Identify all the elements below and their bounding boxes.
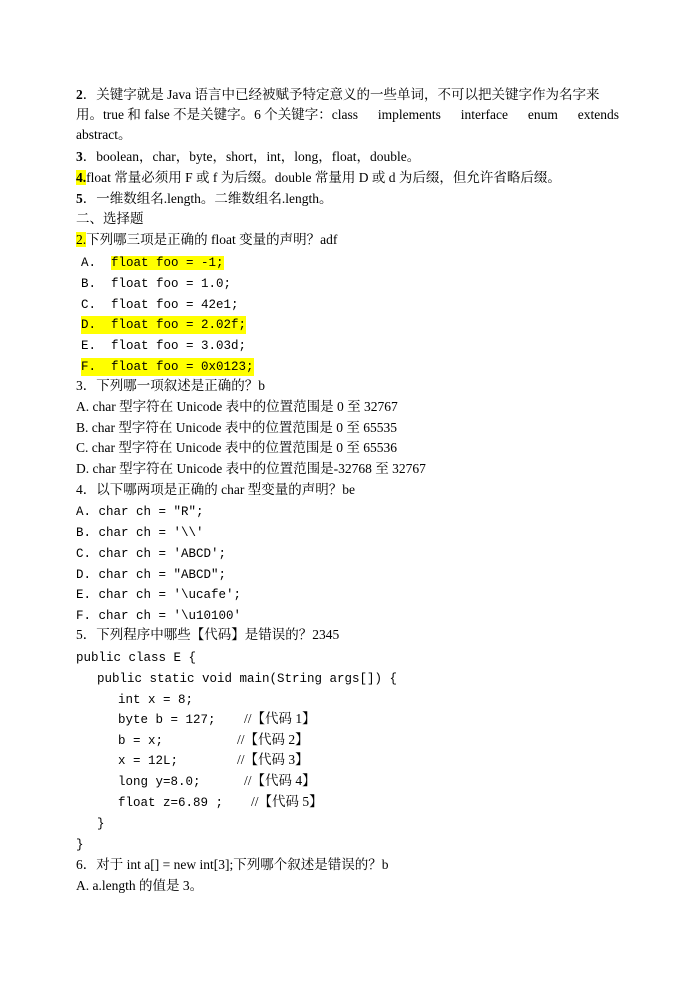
code-line: long y=8.0; bbox=[118, 775, 201, 789]
code-comment: //【代码 2】 bbox=[237, 732, 309, 747]
q2-option-d bbox=[81, 316, 246, 334]
q4-option-c: C. char ch = 'ABCD'; bbox=[76, 547, 227, 561]
code-line: public class E { bbox=[76, 651, 197, 665]
q4-option-d: D. char ch = "ABCD"; bbox=[76, 568, 227, 582]
keyword-paragraph-line3: abstract。 bbox=[76, 127, 132, 142]
code-line: public static void main(String args[]) { bbox=[97, 672, 398, 686]
code-line: byte b = 127; bbox=[118, 713, 216, 727]
array-length-line bbox=[76, 190, 333, 208]
types-text: ．boolean，char，byte，short，int，long，float，double。 bbox=[82, 149, 421, 164]
q3-option-b: B. char 型字符在 Unicode 表中的位置范围是 0 至 65535 bbox=[76, 420, 397, 435]
q2-option-a bbox=[81, 254, 224, 272]
item-number: 5 bbox=[76, 191, 83, 206]
types-line bbox=[76, 148, 420, 166]
code-line: int x = 8; bbox=[118, 693, 194, 707]
q2-option-f bbox=[81, 358, 254, 376]
q2-option-e bbox=[81, 337, 246, 355]
question-6-title: 6．对于 int a[] = new int[3];下列哪个叙述是错误的？b bbox=[76, 857, 389, 872]
keyword-word: implements bbox=[377, 107, 441, 122]
q3-option-d: D. char 型字符在 Unicode 表中的位置范围是-32768 至 32767 bbox=[76, 461, 426, 476]
array-length-text: ．一维数组名.length。二维数组名.length。 bbox=[82, 191, 333, 206]
option-text: float foo = 42e1; bbox=[111, 298, 239, 312]
option-label: F. bbox=[81, 360, 97, 374]
option-label: A. bbox=[81, 256, 97, 270]
code-comment: //【代码 3】 bbox=[237, 752, 309, 767]
question-5-title: 5．下列程序中哪些【代码】是错误的？2345 bbox=[76, 627, 340, 642]
float-rule-text: float 常量必须用 F 或 f 为后缀。double 常量用 D 或 d 为后缀，但允许省略后缀。 bbox=[86, 170, 561, 185]
q3-option-c: C. char 型字符在 Unicode 表中的位置范围是 0 至 65536 bbox=[76, 440, 397, 455]
option-label: E. bbox=[81, 339, 97, 353]
option-label: D. bbox=[81, 318, 97, 332]
keyword-paragraph-line1 bbox=[76, 86, 600, 104]
code-comment: //【代码 1】 bbox=[244, 711, 316, 726]
keyword-word: 用。true 和 false 不是关键字。6 个关键字：class bbox=[76, 107, 358, 122]
q2-option-b bbox=[81, 275, 231, 293]
option-text: float foo = -1; bbox=[111, 256, 224, 270]
code-line: float z=6.89 ; bbox=[118, 796, 224, 810]
code-comment: //【代码 4】 bbox=[244, 773, 316, 788]
code-line: x = 12L; bbox=[118, 754, 179, 768]
item-number: 3 bbox=[76, 149, 83, 164]
question-text: 下列哪三项是正确的 float 变量的声明？adf bbox=[86, 232, 338, 247]
q4-option-f: F. char ch = '\u10100' bbox=[76, 609, 242, 623]
code-comment: //【代码 5】 bbox=[251, 794, 323, 809]
code-line: } bbox=[76, 838, 84, 852]
item-number: 2 bbox=[76, 87, 83, 102]
code-line: } bbox=[97, 817, 105, 831]
option-label: C. bbox=[81, 298, 97, 312]
keyword-paragraph-line2 bbox=[76, 106, 619, 124]
question-number: 2. bbox=[76, 232, 87, 247]
question-4-title: 4．以下哪两项是正确的 char 型变量的声明？be bbox=[76, 482, 355, 497]
section-heading: 二、选择题 bbox=[76, 211, 144, 226]
question-3-title: 3．下列哪一项叙述是正确的？b bbox=[76, 378, 265, 393]
keyword-text: ．关键字就是 Java 语言中已经被赋予特定意义的一些单词，不可以把关键字作为名字来 bbox=[82, 87, 600, 102]
q2-option-c bbox=[81, 296, 239, 314]
float-rule-line bbox=[76, 169, 561, 187]
option-text: float foo = 1.0; bbox=[111, 277, 232, 291]
q4-option-a: A. char ch = "R"; bbox=[76, 505, 204, 519]
question-2-title bbox=[76, 231, 337, 249]
keyword-word: interface bbox=[460, 107, 508, 122]
option-label: B. bbox=[81, 277, 97, 291]
keyword-word: extends bbox=[577, 107, 619, 122]
q4-option-e: E. char ch = '\ucafe'; bbox=[76, 588, 242, 602]
q3-option-a: A. char 型字符在 Unicode 表中的位置范围是 0 至 32767 bbox=[76, 399, 398, 414]
option-text: float foo = 3.03d; bbox=[111, 339, 247, 353]
keyword-word: enum bbox=[527, 107, 558, 122]
q4-option-b: B. char ch = '\\' bbox=[76, 526, 204, 540]
option-text: float foo = 0x0123; bbox=[111, 360, 254, 374]
code-line: b = x; bbox=[118, 734, 164, 748]
q6-option-a: A. a.length 的值是 3。 bbox=[76, 878, 204, 893]
option-text: float foo = 2.02f; bbox=[111, 318, 247, 332]
item-number: 4. bbox=[76, 170, 87, 185]
